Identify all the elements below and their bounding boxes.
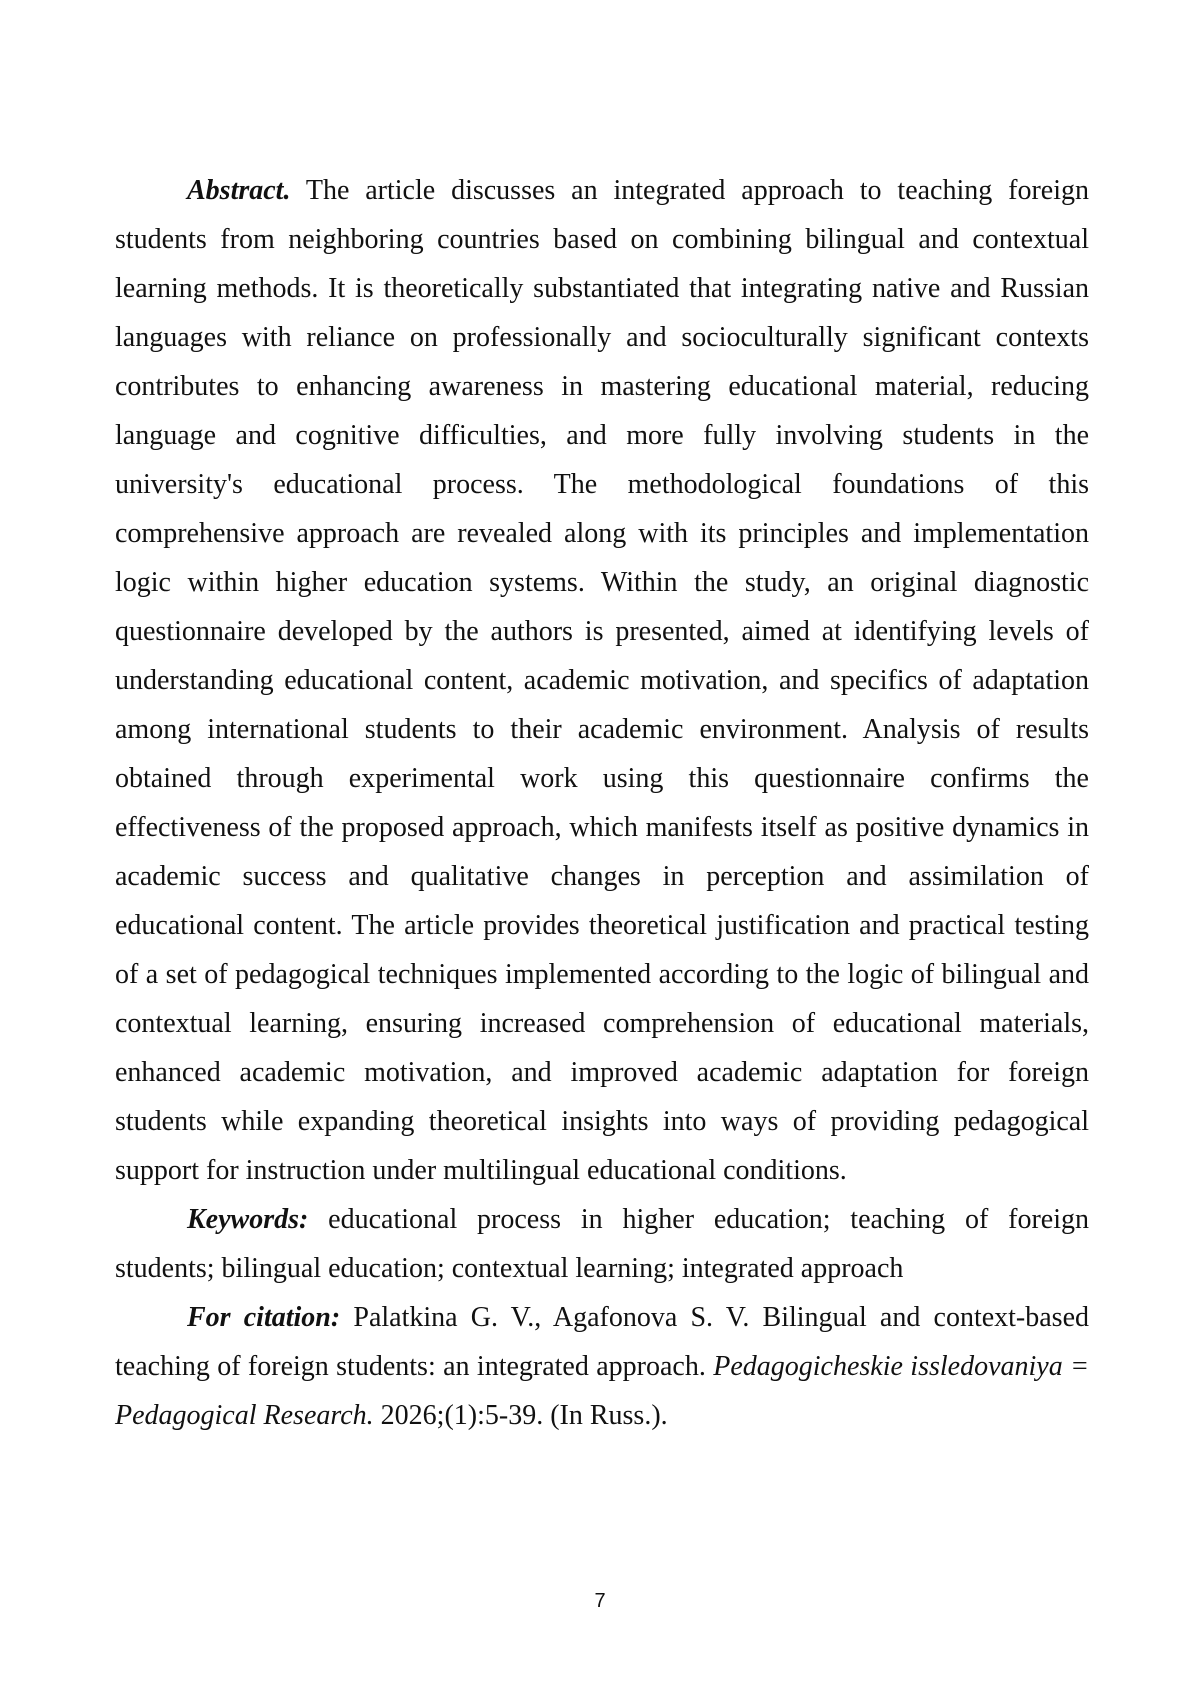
keywords-label: Keywords: <box>187 1204 309 1235</box>
abstract-label: Abstract. <box>187 175 291 206</box>
abstract-paragraph <box>115 166 1089 1195</box>
page-number: 7 <box>594 1590 606 1612</box>
keywords-text: educational process in higher education; teaching of foreign students; bilingual education; contextual learning; integrated approach <box>115 1204 1089 1284</box>
keywords-paragraph <box>115 1195 1089 1293</box>
citation-label: For citation: <box>187 1302 341 1333</box>
citation-journal: Pedagogicheskie issledovaniya = Pedagogical Research. <box>115 1351 1090 1431</box>
citation-details: 2026;(1):5-39. (In Russ.). <box>380 1400 668 1431</box>
citation-authors-title: Palatkina G. V., Agafonova S. V. Bilingual and context-based teaching of foreign students: an integrated approach. <box>115 1302 1090 1382</box>
abstract-text: The article discusses an integrated approach to teaching foreign students from neighboring countries based on combining bilingual and contextual learning methods. It is theoretically substantiated that integrating native and Russian languages with reliance on professionally and socioculturally significant contexts contributes to enhancing awareness in mastering educational material, reducing language and cognitive difficulties, and more fully involving students in the university's educational process. The methodological foundations of this comprehensive approach are revealed along with its principles and implementation logic within higher education systems. Within the study, an original diagnostic questionnaire developed by the authors is presented, aimed at identifying levels of understanding educational content, academic motivation, and specifics of adaptation among international students to their academic environment. Analysis of results obtained through experimental work using this questionnaire confirms the effectiveness of the proposed approach, which manifests itself as positive dynamics in academic success and qualitative changes in perception and assimilation of educational content. The article provides theoretical justification and practical testing of a set of pedagogical techniques implemented according to the logic of bilingual and contextual learning, ensuring increased comprehension of educational materials, enhanced academic motivation, and improved academic adaptation for foreign students while expanding theoretical insights into ways of providing pedagogical support for instruction under multilingual educational conditions. <box>115 175 1089 1186</box>
page-content <box>115 166 1089 1440</box>
citation-paragraph <box>115 1293 1089 1440</box>
